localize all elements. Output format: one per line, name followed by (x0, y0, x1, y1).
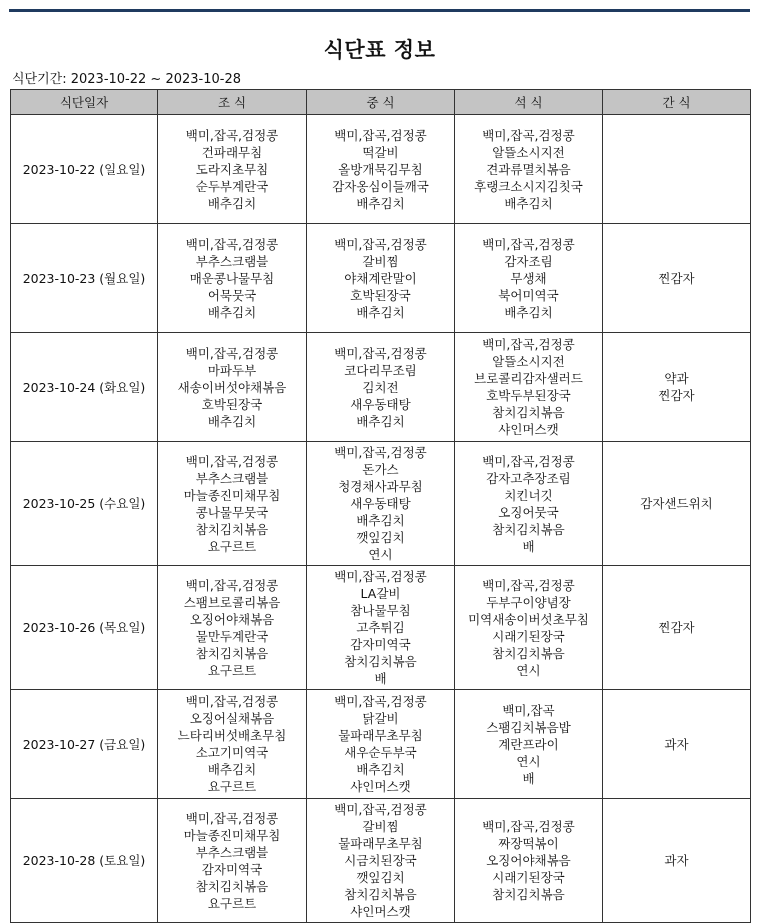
dinner-cell (455, 333, 603, 442)
dinner-item: 견과류멸치볶음 (486, 161, 571, 177)
dinner-item: 짜장떡볶이 (498, 836, 559, 851)
meal-table (10, 89, 751, 923)
breakfast-item: 배추김치 (207, 762, 257, 777)
breakfast-item: 참치김치볶음 (195, 645, 269, 661)
dinner-item: 감자조림 (504, 253, 553, 269)
breakfast-item: 감자미역국 (201, 861, 263, 877)
lunch-item: 갈비찜 (362, 253, 399, 269)
meal-date: 2023-10-22 (일요일) (11, 115, 158, 224)
dinner-item: 계란프라이 (498, 736, 559, 752)
snack-item: 과자 (664, 736, 689, 752)
lunch-cell (307, 690, 455, 799)
dinner-item: 배 (522, 538, 535, 554)
breakfast-item: 부추스크램블 (195, 844, 269, 860)
table-row (11, 442, 751, 566)
dinner-cell (455, 799, 603, 923)
lunch-item: 물파래무초무침 (338, 836, 423, 851)
dinner-item: 배추김치 (504, 304, 553, 320)
breakfast-item: 느타리버섯배초무침 (177, 728, 287, 743)
snack-cell (603, 566, 751, 690)
lunch-item: 감자미역국 (350, 637, 411, 652)
page-title: 식단표 정보 (323, 38, 436, 62)
lunch-item: 샤인머스캣 (350, 904, 411, 919)
lunch-item: 김치전 (362, 379, 399, 395)
lunch-cell (307, 442, 455, 566)
meal-date: 2023-10-27 (금요일) (11, 690, 158, 799)
dinner-item: 참치김치볶음 (492, 645, 565, 661)
snack-item: 감자샌드위치 (640, 496, 713, 511)
dinner-cell (455, 442, 603, 566)
table-row (11, 690, 751, 799)
header-dinner: 석 식 (455, 90, 603, 115)
breakfast-cell (158, 333, 307, 442)
breakfast-cell (158, 115, 307, 224)
lunch-item: 배추김치 (356, 304, 405, 320)
lunch-item: 물파래무초무침 (338, 728, 423, 743)
header-date: 식단일자 (11, 90, 158, 115)
lunch-item: 깻잎김치 (356, 530, 405, 545)
meal-date: 2023-10-28 (토요일) (11, 799, 158, 923)
dinner-item: 후랭크소시지김칫국 (474, 178, 583, 194)
lunch-item: 배추김치 (356, 513, 405, 528)
lunch-item: 백미,잡곡,검정콩 (334, 127, 427, 143)
breakfast-item: 마늘종진미채무침 (183, 487, 281, 503)
table-row (11, 333, 751, 442)
lunch-item: 백미,잡곡,검정콩 (334, 694, 427, 709)
breakfast-item: 마파두부 (207, 362, 257, 378)
dinner-item: 백미,잡곡 (502, 702, 555, 718)
dinner-cell (455, 224, 603, 333)
lunch-item: 백미,잡곡,검정콩 (334, 345, 427, 361)
dinner-item: 참치김치볶음 (492, 405, 565, 420)
breakfast-item: 마늘종진미채무침 (183, 827, 281, 843)
header-snack: 간 식 (603, 90, 751, 115)
lunch-cell (307, 566, 455, 690)
dinner-item: 백미,잡곡,검정콩 (482, 337, 575, 352)
breakfast-item: 참치김치볶음 (195, 521, 269, 537)
breakfast-item: 소고기미역국 (195, 745, 269, 760)
breakfast-item: 순두부계란국 (195, 178, 269, 194)
lunch-cell (307, 799, 455, 923)
lunch-item: 참치김치볶음 (344, 887, 417, 902)
lunch-item: 배추김치 (356, 762, 405, 777)
lunch-item: 배 (374, 671, 387, 686)
lunch-item: 고추튀김 (356, 620, 405, 635)
dinner-item: 참치김치볶음 (492, 887, 565, 902)
breakfast-item: 호박된장국 (201, 396, 263, 412)
snack-cell (603, 442, 751, 566)
lunch-item: 올방개묵김무침 (338, 161, 423, 177)
snack-cell (603, 799, 751, 923)
breakfast-item: 백미,잡곡,검정콩 (185, 694, 279, 709)
dinner-item: 미역새송이버섯초무침 (468, 611, 589, 627)
lunch-item: 감자옹심이들깨국 (332, 178, 429, 194)
breakfast-cell (158, 690, 307, 799)
breakfast-item: 백미,잡곡,검정콩 (185, 453, 279, 469)
lunch-item: 새우순두부국 (344, 745, 417, 760)
lunch-item: 깻잎김치 (356, 870, 405, 885)
dinner-item: 백미,잡곡,검정콩 (482, 577, 575, 593)
breakfast-item: 요구르트 (207, 779, 257, 794)
lunch-item: LA갈비 (360, 586, 401, 601)
dinner-item: 백미,잡곡,검정콩 (482, 453, 575, 469)
dinner-cell (455, 566, 603, 690)
lunch-item: 새우동태탕 (350, 496, 411, 511)
breakfast-item: 배추김치 (207, 195, 257, 211)
dinner-item: 브로콜리감자샐러드 (474, 371, 583, 386)
breakfast-cell (158, 442, 307, 566)
breakfast-item: 물만두계란국 (195, 628, 269, 644)
lunch-item: 백미,잡곡,검정콩 (334, 802, 427, 817)
table-row (11, 566, 751, 690)
breakfast-item: 백미,잡곡,검정콩 (185, 127, 279, 143)
snack-item: 찐감자 (658, 620, 695, 635)
lunch-item: 닭갈비 (362, 711, 399, 726)
dinner-item: 배 (522, 770, 535, 786)
lunch-item: 배추김치 (356, 195, 405, 211)
dinner-item: 참치김치볶음 (492, 521, 565, 537)
top-accent-bar (9, 9, 750, 12)
lunch-item: 야채계란말이 (344, 270, 417, 286)
meal-date: 2023-10-25 (수요일) (11, 442, 158, 566)
dinner-item: 백미,잡곡,검정콩 (482, 819, 575, 834)
snack-cell (603, 690, 751, 799)
header-breakfast: 조 식 (158, 90, 307, 115)
breakfast-item: 배추김치 (207, 413, 257, 429)
table-row (11, 799, 751, 923)
dinner-item: 배추김치 (504, 195, 553, 211)
breakfast-item: 백미,잡곡,검정콩 (185, 236, 279, 252)
lunch-cell (307, 333, 455, 442)
snack-item: 약과 (664, 371, 689, 386)
breakfast-item: 매운콩나물무침 (189, 270, 275, 286)
table-header-row (11, 90, 751, 115)
breakfast-item: 요구르트 (207, 895, 257, 911)
lunch-item: 샤인머스캣 (350, 779, 411, 794)
breakfast-item: 스팸브로콜리볶음 (183, 594, 281, 610)
header-lunch: 중 식 (307, 90, 455, 115)
breakfast-item: 배추김치 (207, 304, 257, 320)
breakfast-item: 요구르트 (207, 662, 257, 678)
dinner-item: 연시 (516, 753, 541, 769)
dinner-cell (455, 690, 603, 799)
snack-cell (603, 333, 751, 442)
lunch-item: 참나물무침 (350, 603, 411, 618)
lunch-item: 호박된장국 (350, 287, 411, 303)
lunch-item: 코다리무조림 (344, 362, 417, 378)
dinner-item: 두부구이양념장 (486, 594, 571, 610)
dinner-item: 시래기된장국 (492, 870, 565, 885)
lunch-item: 백미,잡곡,검정콩 (334, 569, 427, 584)
lunch-item: 참치김치볶음 (344, 654, 417, 669)
lunch-item: 떡갈비 (362, 144, 399, 160)
dinner-item: 북어미역국 (498, 287, 559, 303)
breakfast-item: 오징어실채볶음 (189, 711, 275, 726)
table-row (11, 224, 751, 333)
table-row (11, 115, 751, 224)
dinner-item: 감자고추장조림 (486, 470, 571, 486)
dinner-item: 연시 (516, 662, 541, 678)
snack-item: 찐감자 (658, 388, 695, 403)
meal-table-body (11, 115, 751, 923)
lunch-item: 돈가스 (362, 462, 399, 477)
breakfast-item: 오징어야채볶음 (189, 611, 275, 627)
lunch-item: 청경채사과무침 (338, 479, 423, 494)
breakfast-item: 참치김치볶음 (195, 878, 269, 894)
dinner-item: 오징어뭇국 (498, 504, 559, 520)
breakfast-item: 부추스크램블 (195, 470, 269, 486)
dinner-item: 무생채 (510, 270, 547, 286)
dinner-item: 시래기된장국 (492, 628, 565, 644)
dinner-item: 알뜰소시지전 (492, 354, 565, 369)
dinner-item: 백미,잡곡,검정콩 (482, 236, 575, 252)
snack-item: 과자 (664, 853, 689, 868)
breakfast-item: 어묵뭇국 (207, 287, 257, 303)
dinner-item: 알뜰소시지전 (492, 144, 565, 160)
meal-date: 2023-10-24 (화요일) (11, 333, 158, 442)
dinner-item: 백미,잡곡,검정콩 (482, 127, 575, 143)
dinner-item: 샤인머스캣 (498, 422, 559, 437)
lunch-item: 시금치된장국 (344, 853, 417, 868)
lunch-cell (307, 224, 455, 333)
dinner-item: 치킨너깃 (504, 487, 553, 503)
breakfast-cell (158, 224, 307, 333)
dinner-item: 오징어야채볶음 (486, 853, 571, 868)
dinner-cell (455, 115, 603, 224)
lunch-item: 갈비찜 (362, 819, 399, 834)
lunch-item: 새우동태탕 (350, 396, 411, 412)
breakfast-item: 도라지초무침 (195, 161, 269, 177)
lunch-item: 백미,잡곡,검정콩 (334, 445, 427, 460)
dinner-item: 스팸김치볶음밥 (486, 719, 571, 735)
breakfast-item: 콩나물무뭇국 (195, 504, 269, 520)
breakfast-item: 백미,잡곡,검정콩 (185, 577, 279, 593)
meal-date: 2023-10-26 (목요일) (11, 566, 158, 690)
meal-period: 식단기간: 2023-10-22 ~ 2023-10-28 (12, 72, 242, 87)
breakfast-item: 요구르트 (207, 538, 257, 554)
breakfast-item: 새송이버섯야채볶음 (177, 379, 287, 395)
breakfast-item: 백미,잡곡,검정콩 (185, 810, 279, 826)
lunch-item: 백미,잡곡,검정콩 (334, 236, 427, 252)
meal-date: 2023-10-23 (월요일) (11, 224, 158, 333)
lunch-item: 배추김치 (356, 413, 405, 429)
breakfast-item: 부추스크램블 (195, 253, 269, 269)
snack-cell (603, 115, 751, 224)
lunch-item: 연시 (368, 547, 393, 562)
breakfast-item: 건파래무침 (201, 144, 263, 160)
breakfast-item: 백미,잡곡,검정콩 (185, 345, 279, 361)
breakfast-cell (158, 799, 307, 923)
dinner-item: 호박두부된장국 (486, 388, 571, 403)
snack-item: 찐감자 (658, 270, 695, 286)
lunch-cell (307, 115, 455, 224)
snack-cell (603, 224, 751, 333)
breakfast-cell (158, 566, 307, 690)
